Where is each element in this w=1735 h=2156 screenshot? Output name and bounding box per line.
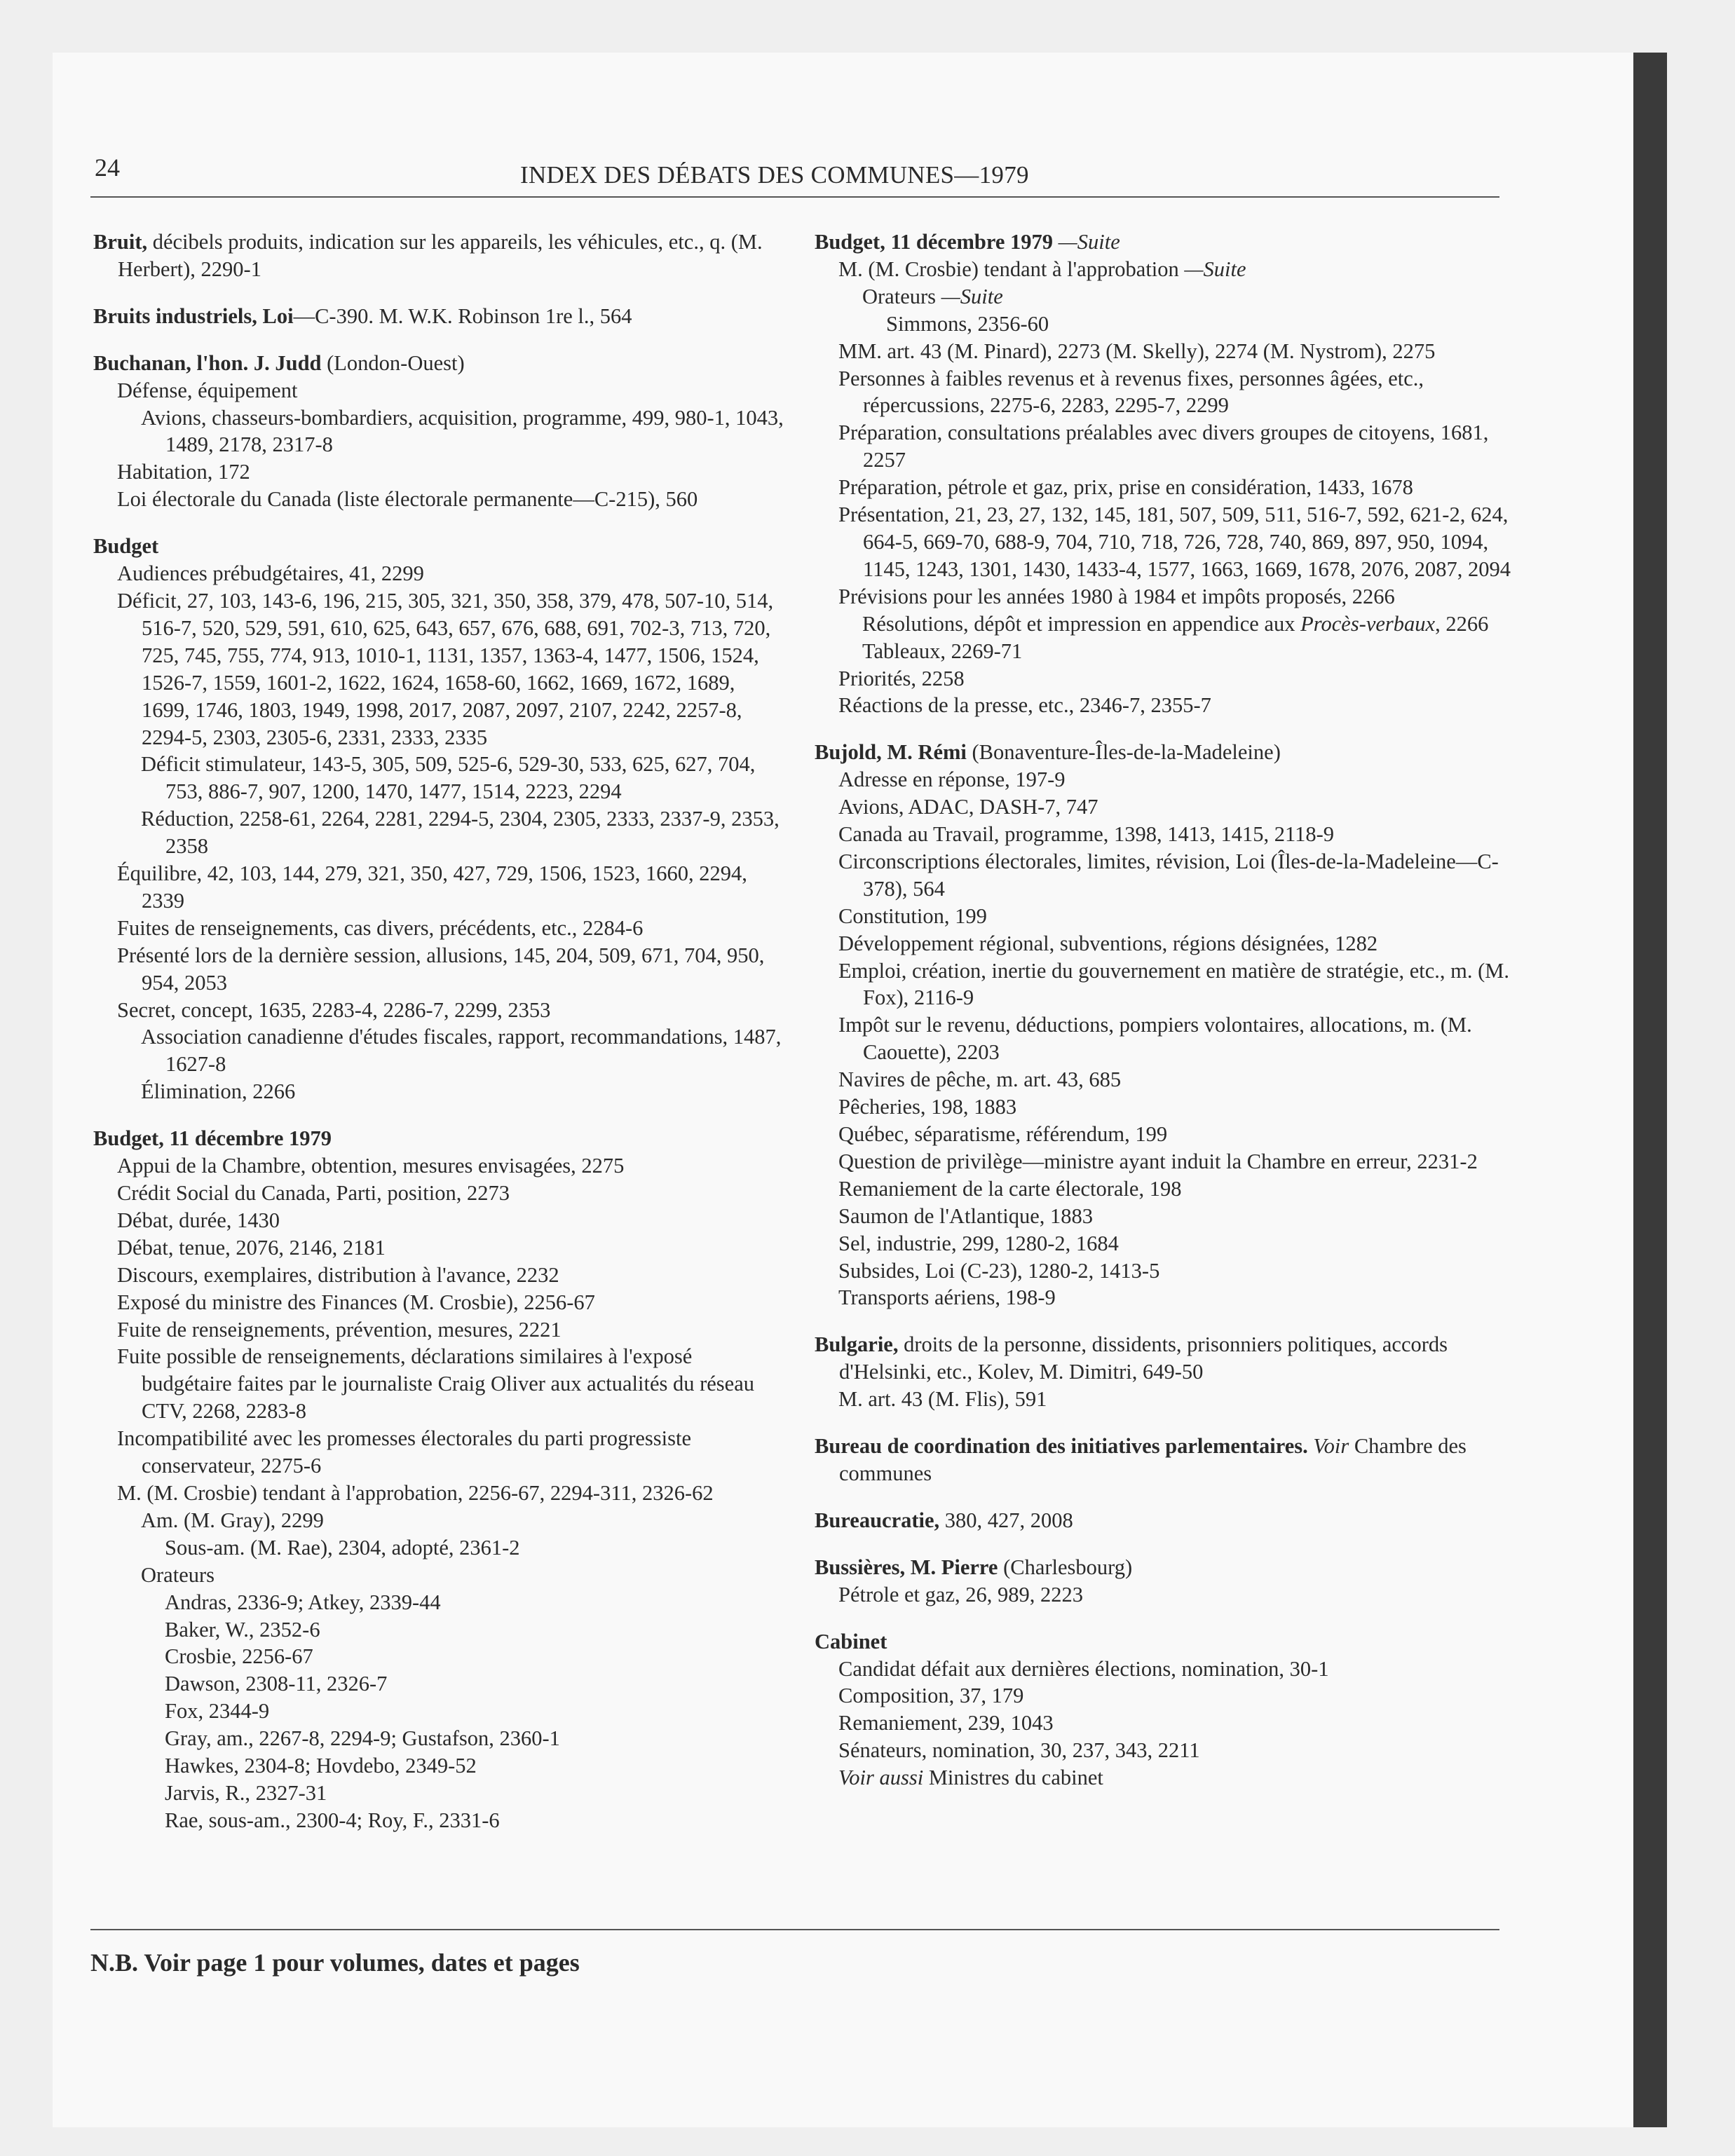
index-subentry <box>838 338 1512 365</box>
entry-text: Discours, exemplaires, distribution à l'avance, 2232 <box>117 1262 559 1287</box>
entry-text: Avions, chasseurs-bombardiers, acquisition, programme, 499, 980-1, 1043, 1489, 2178, 2317-8 <box>141 405 784 457</box>
index-subentry <box>838 1121 1512 1148</box>
entry-italic: Voir <box>1307 1434 1349 1459</box>
entry-text: Am. (M. Gray), 2299 <box>141 1508 324 1532</box>
entry-text: Québec, séparatisme, référendum, 199 <box>838 1122 1168 1146</box>
footer-note: N.B. Voir page 1 pour volumes, dates et pages <box>90 1949 580 1977</box>
index-subentry <box>165 1752 787 1780</box>
page-title: INDEX DES DÉBATS DES COMMUNES—1979 <box>520 161 1029 189</box>
entry-text: Association canadienne d'études fiscales, rapport, recommandations, 1487, 1627-8 <box>141 1025 782 1077</box>
index-heading <box>815 1433 1512 1487</box>
entry-text: Débat, durée, 1430 <box>117 1208 280 1232</box>
index-subentry <box>117 377 787 404</box>
index-subentry <box>862 638 1512 665</box>
index-subentry <box>838 1710 1512 1737</box>
entry-text: —C-390. M. W.K. Robinson 1re l., 564 <box>293 303 632 328</box>
index-subentry <box>838 256 1512 283</box>
index-subentry <box>117 1207 787 1234</box>
header-rule <box>90 196 1499 198</box>
index-subentry <box>141 1507 787 1534</box>
entry-text: (London-Ouest) <box>321 350 465 375</box>
index-subentry <box>117 587 787 751</box>
entry-text: Navires de pêche, m. art. 43, 685 <box>838 1067 1122 1092</box>
entry-heading-text: Bussières, M. Pierre <box>815 1555 998 1579</box>
entry-heading-text: Budget <box>93 534 159 559</box>
footer-rule <box>90 1929 1499 1930</box>
index-subentry <box>838 1737 1512 1764</box>
index-heading <box>815 1331 1512 1386</box>
index-subentry <box>838 930 1512 957</box>
index-subentry <box>838 1386 1512 1413</box>
entry-italic: Procès-verbaux <box>1300 611 1436 636</box>
entry-text: Présenté lors de la dernière session, allusions, 145, 204, 509, 671, 704, 950, 954, 2053 <box>117 943 765 995</box>
index-subentry <box>838 1093 1512 1121</box>
index-subentry <box>838 821 1512 848</box>
index-subentry <box>838 1284 1512 1311</box>
index-subentry <box>838 419 1512 474</box>
index-subentry <box>838 1203 1512 1230</box>
index-heading <box>815 739 1512 766</box>
entry-text: Débat, tenue, 2076, 2146, 2181 <box>117 1235 386 1260</box>
entry-text: Loi électorale du Canada (liste électorale permanente—C-215), 560 <box>117 487 698 512</box>
entry-text: Remaniement de la carte électorale, 198 <box>838 1176 1182 1201</box>
index-subentry <box>117 860 787 915</box>
index-subentry <box>165 1589 787 1616</box>
page-number: 24 <box>95 153 120 182</box>
entry-text: Sous-am. (M. Rae), 2304, adopté, 2361-2 <box>165 1535 520 1560</box>
entry-text: Composition, 37, 179 <box>838 1684 1024 1708</box>
index-subentry <box>165 1725 787 1752</box>
index-subentry <box>117 1480 787 1507</box>
index-heading <box>815 228 1512 256</box>
entry-text: Pétrole et gaz, 26, 989, 2223 <box>838 1582 1083 1606</box>
entry-text: Andras, 2336-9; Atkey, 2339-44 <box>165 1590 441 1614</box>
entry-text: Habitation, 172 <box>117 460 250 484</box>
entry-text: Circonscriptions électorales, limites, révision, Loi (Îles-de-la-Madeleine—C-378), 564 <box>838 849 1499 901</box>
index-subentry <box>838 957 1512 1012</box>
entry-text: Subsides, Loi (C-23), 1280-2, 1413-5 <box>838 1258 1160 1283</box>
index-subentry <box>838 1066 1512 1093</box>
index-subentry <box>838 1230 1512 1257</box>
index-subentry <box>838 1581 1512 1609</box>
index-subentry <box>117 942 787 997</box>
index-subentry <box>838 848 1512 903</box>
entry-text: Fox, 2344-9 <box>165 1699 270 1724</box>
index-heading <box>93 303 787 330</box>
entry-text: Crosbie, 2256-67 <box>165 1644 313 1669</box>
entry-heading-text: Bruits industriels, Loi <box>93 303 294 328</box>
entry-heading-text: Bujold, M. Rémi <box>815 740 967 765</box>
entry-text: Appui de la Chambre, obtention, mesures envisagées, 2275 <box>117 1154 625 1178</box>
entry-text: Ministres du cabinet <box>923 1766 1103 1790</box>
entry-text: MM. art. 43 (M. Pinard), 2273 (M. Skelly), 2274 (M. Nystrom), 2275 <box>838 339 1436 363</box>
entry-text: Sénateurs, nomination, 30, 237, 343, 2211 <box>838 1738 1200 1763</box>
entry-text: , 2266 <box>1435 611 1489 636</box>
index-heading <box>815 1507 1512 1534</box>
entry-heading-text: Bureaucratie, <box>815 1508 940 1532</box>
index-subentry <box>117 1289 787 1316</box>
entry-heading-text: Cabinet <box>815 1629 887 1653</box>
index-subentry <box>141 805 787 860</box>
index-subentry <box>165 1698 787 1725</box>
entry-text: Préparation, consultations préalables avec divers groupes de citoyens, 1681, 2257 <box>838 421 1489 472</box>
entry-text: Déficit stimulateur, 143-5, 305, 509, 525-6, 529-30, 533, 625, 627, 704, 753, 886-7, 907, 1200, 1470, 1477, 1514, 2223, 2294 <box>141 752 756 804</box>
index-subentry <box>838 501 1512 583</box>
entry-text: Sel, industrie, 299, 1280-2, 1684 <box>838 1231 1119 1255</box>
index-subentry <box>141 404 787 459</box>
entry-text: droits de la personne, dissidents, prisonniers politiques, accords d'Helsinki, etc., Kolev, M. Dimitri, 649-50 <box>839 1332 1448 1384</box>
index-subentry <box>838 1257 1512 1285</box>
entry-text: Remaniement, 239, 1043 <box>838 1711 1054 1735</box>
index-subentry <box>165 1807 787 1834</box>
index-heading <box>93 533 787 560</box>
index-heading <box>815 1554 1512 1581</box>
index-subentry <box>838 1148 1512 1175</box>
entry-text: Baker, W., 2352-6 <box>165 1617 320 1642</box>
entry-text: Saumon de l'Atlantique, 1883 <box>838 1203 1093 1228</box>
entry-heading-text: Bruit, <box>93 230 148 254</box>
entry-text: Dawson, 2308-11, 2326-7 <box>165 1672 388 1696</box>
index-heading <box>93 228 787 283</box>
entry-text: Constitution, 199 <box>838 903 987 928</box>
index-subentry <box>117 486 787 513</box>
entry-text: Prévisions pour les années 1980 à 1984 et impôts proposés, 2266 <box>838 584 1395 608</box>
index-subentry <box>117 997 787 1024</box>
index-subentry <box>862 610 1512 638</box>
index-subentry <box>838 1764 1512 1792</box>
entry-text: Fuites de renseignements, cas divers, précédents, etc., 2284-6 <box>117 915 644 940</box>
entry-text: Développement régional, subventions, régions désignées, 1282 <box>838 931 1378 955</box>
entry-text: Adresse en réponse, 197-9 <box>838 767 1066 792</box>
index-subentry <box>117 1316 787 1344</box>
index-subentry <box>165 1616 787 1644</box>
entry-text: Élimination, 2266 <box>141 1079 296 1104</box>
entry-text: Fuite de renseignements, prévention, mesures, 2221 <box>117 1317 562 1342</box>
entry-text: Emploi, création, inertie du gouvernement en matière de stratégie, etc., m. (M. Fox), 2116-9 <box>838 958 1510 1010</box>
entry-text: décibels produits, indication sur les appareils, les véhicules, etc., q. (M. Herbert), 2290-1 <box>118 230 763 281</box>
index-heading <box>93 1125 787 1152</box>
index-column-left <box>93 228 787 1834</box>
entry-heading-text: Budget, 11 décembre 1979 <box>93 1126 332 1151</box>
entry-text: Priorités, 2258 <box>838 666 965 690</box>
entry-italic: —Suite <box>1184 257 1246 281</box>
entry-text: M. (M. Crosbie) tendant à l'approbation <box>838 257 1185 281</box>
index-subentry <box>838 793 1512 821</box>
entry-text: Canada au Travail, programme, 1398, 1413, 1415, 2118-9 <box>838 822 1335 847</box>
index-heading <box>815 1628 1512 1656</box>
index-subentry <box>838 903 1512 930</box>
entry-text: Déficit, 27, 103, 143-6, 196, 215, 305, 321, 350, 358, 379, 478, 507-10, 514, 516-7, 520, 529, 591, 610, 625, 643, 657, 676, 688, 691, 702-3, 713, 720, 725, 745, 755, 774, 913, 1010-1, 1131, 1357, 1363-4, 1477, 1506, 1524, 1526-7, 1559, 1601-2, 1622, 1624, 1658-60, 1662, 1669, 1672, 1689, 1699, 1746, 1803, 1949, 1998, 2017, 2087, 2097, 2107, 2242, 2257-8, 2294-5, 2303, 2305-6, 2331, 2333, 2335 <box>117 588 774 749</box>
entry-heading-text: Bulgarie, <box>815 1332 899 1357</box>
entry-text: Simmons, 2356-60 <box>886 311 1049 336</box>
entry-text: M. (M. Crosbie) tendant à l'approbation, 2256-67, 2294-311, 2326-62 <box>117 1480 714 1505</box>
index-subentry <box>165 1643 787 1670</box>
entry-text: Jarvis, R., 2327-31 <box>165 1780 327 1805</box>
index-subentry <box>141 751 787 805</box>
entry-text: Gray, am., 2267-8, 2294-9; Gustafson, 2360-1 <box>165 1726 560 1751</box>
index-subentry <box>117 1343 787 1425</box>
index-subentry <box>838 474 1512 501</box>
entry-heading-text: Buchanan, l'hon. J. Judd <box>93 350 322 375</box>
index-subentry <box>141 1023 787 1078</box>
entry-text: Défense, équipement <box>117 378 298 402</box>
entry-text: Secret, concept, 1635, 2283-4, 2286-7, 2299, 2353 <box>117 997 551 1022</box>
index-subentry <box>838 1011 1512 1066</box>
index-subentry <box>117 1262 787 1289</box>
entry-text: Crédit Social du Canada, Parti, position, 2273 <box>117 1181 510 1205</box>
index-subentry <box>838 665 1512 692</box>
index-subentry <box>838 583 1512 610</box>
entry-text: M. art. 43 (M. Flis), 591 <box>838 1387 1047 1412</box>
index-subentry <box>838 1175 1512 1203</box>
index-heading <box>93 350 787 377</box>
index-subentry <box>117 458 787 486</box>
index-subentry <box>838 365 1512 420</box>
entry-text: Chambre des communes <box>839 1434 1467 1485</box>
entry-heading-text: Budget, 11 décembre 1979 <box>815 230 1053 254</box>
entry-text: Incompatibilité avec les promesses électorales du parti progressiste conservateur, 2275-6 <box>117 1426 691 1478</box>
entry-text: Orateurs <box>862 284 941 308</box>
index-subentry <box>165 1670 787 1698</box>
index-subentry <box>117 1425 787 1480</box>
entry-text: Impôt sur le revenu, déductions, pompiers volontaires, allocations, m. (M. Caouette), 2203 <box>838 1013 1472 1065</box>
entry-text: Audiences prébudgétaires, 41, 2299 <box>117 561 424 586</box>
entry-text: Tableaux, 2269-71 <box>862 639 1023 663</box>
entry-text: Équilibre, 42, 103, 144, 279, 321, 350, 427, 729, 1506, 1523, 1660, 2294, 2339 <box>117 861 747 913</box>
index-subentry <box>838 1682 1512 1710</box>
entry-text: Réduction, 2258-61, 2264, 2281, 2294-5, 2304, 2305, 2333, 2337-9, 2353, 2358 <box>141 807 780 859</box>
entry-text: Question de privilège—ministre ayant induit la Chambre en erreur, 2231-2 <box>838 1149 1478 1173</box>
entry-text: 380, 427, 2008 <box>939 1508 1073 1532</box>
entry-text: Transports aériens, 198-9 <box>838 1285 1056 1310</box>
entry-text: (Bonaventure-Îles-de-la-Madeleine) <box>966 740 1281 765</box>
entry-text: Présentation, 21, 23, 27, 132, 145, 181, 507, 509, 511, 516-7, 592, 621-2, 624, 664-5, 669-70, 688-9, 704, 710, 718, 726, 728, 740, 869, 897, 950, 1094, 1145, 1243, 1301, 1430, 1433-4, 1577, 1663, 1669, 1678, 2076, 2087, 2094 <box>838 503 1511 581</box>
index-subentry <box>838 692 1512 719</box>
index-subentry <box>117 915 787 942</box>
index-subentry <box>117 1152 787 1180</box>
entry-text: Pêcheries, 198, 1883 <box>838 1095 1017 1119</box>
index-subentry <box>141 1562 787 1589</box>
entry-text: (Charlesbourg) <box>998 1555 1133 1579</box>
entry-italic: —Suite <box>1053 230 1120 254</box>
scan-edge-bar <box>1633 53 1667 2127</box>
index-subentry <box>886 311 1512 338</box>
entry-text: Résolutions, dépôt et impression en appendice aux <box>862 611 1301 636</box>
entry-heading-text: Bureau de coordination des initiatives parlementaires. <box>815 1434 1308 1459</box>
entry-italic: Voir aussi <box>838 1766 924 1790</box>
entry-italic: —Suite <box>941 284 1003 308</box>
index-subentry <box>838 1656 1512 1683</box>
entry-text: Réactions de la presse, etc., 2346-7, 2355-7 <box>838 693 1211 718</box>
entry-text: Hawkes, 2304-8; Hovdebo, 2349-52 <box>165 1754 477 1778</box>
index-subentry <box>165 1780 787 1807</box>
index-column-right <box>815 228 1512 1792</box>
index-subentry <box>165 1534 787 1562</box>
index-subentry <box>141 1078 787 1105</box>
entry-text: Candidat défait aux dernières élections, nomination, 30-1 <box>838 1656 1329 1681</box>
index-subentry <box>117 1234 787 1262</box>
index-subentry <box>117 1180 787 1207</box>
entry-text: Fuite possible de renseignements, déclarations similaires à l'exposé budgétaire faites par le journaliste Craig Oliver aux actualités du réseau CTV, 2268, 2283-8 <box>117 1344 754 1424</box>
entry-text: Préparation, pétrole et gaz, prix, prise en considération, 1433, 1678 <box>838 475 1413 500</box>
entry-text: Exposé du ministre des Finances (M. Crosbie), 2256-67 <box>117 1290 595 1314</box>
entry-text: Orateurs <box>141 1562 215 1587</box>
index-subentry <box>117 560 787 587</box>
entry-text: Rae, sous-am., 2300-4; Roy, F., 2331-6 <box>165 1808 500 1832</box>
entry-text: Personnes à faibles revenus et à revenus fixes, personnes âgées, etc., répercussions, 2275-6, 2283, 2295-7, 2299 <box>838 366 1424 418</box>
index-subentry <box>838 766 1512 793</box>
index-subentry <box>862 283 1512 311</box>
entry-text: Avions, ADAC, DASH-7, 747 <box>838 795 1098 819</box>
